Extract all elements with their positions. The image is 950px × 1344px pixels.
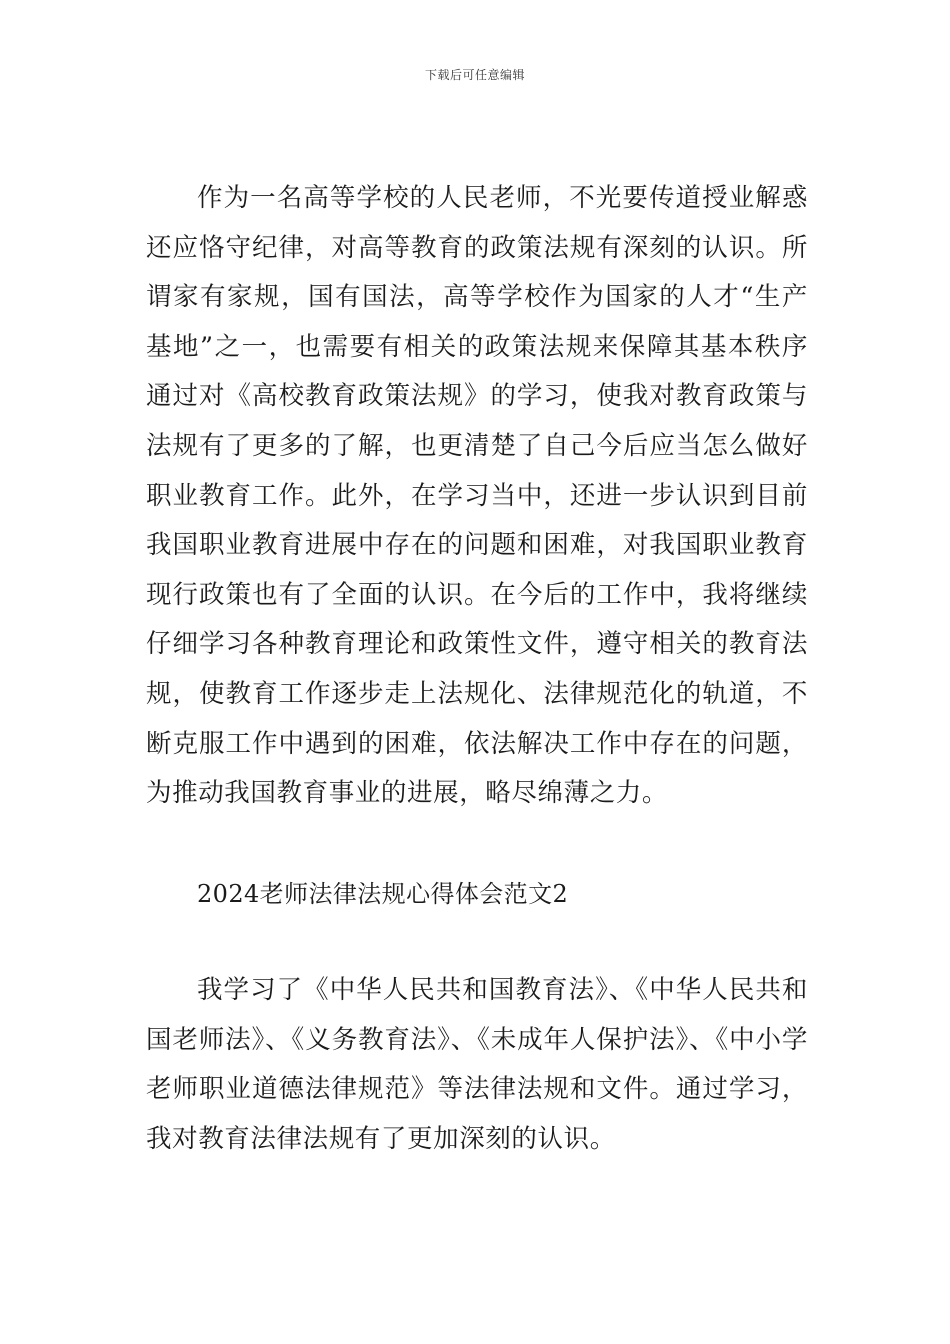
page-header-note: 下载后可任意编辑: [424, 68, 525, 82]
body-paragraph-1: 作为一名高等学校的人民老师，不光要传道授业解惑还应恪守纪律，对高等教育的政策法规有深刻的认识。所谓家有家规，国有国法，高等学校作为国家的人才“生产基地”之一，也需要有相关的政策法规来保障其基本秩序通过对《高校教育政策法规》的学习，使我对教育政策与法规有了更多的了解，也更清楚了自己今后应当怎么做好职业教育工作。此外，在学习当中，还进一步认识到目前我国职业教育进展中存在的问题和困难，对我国职业教育现行政策也有了全面的认识。在今后的工作中，我将继续仔细学习各种教育理论和政策性文件，遵守相关的教育法规，使教育工作逐步走上法规化、法律规范化的轨道，不断克服工作中遇到的困难，依法解决工作中存在的问题，为推动我国教育事业的进展，略尽绵薄之力。: [146, 183, 808, 809]
body-paragraph-2: 我学习了《中华人民共和国教育法》、《中华人民共和国老师法》、《义务教育法》、《未成年人保护法》、《中小学老师职业道德法律规范》等法律法规和文件。通过学习，我对教育法律法规有了更加深刻的认识。: [146, 975, 808, 1154]
section-heading: 2024老师法律法规心得体会范文2: [197, 880, 569, 908]
